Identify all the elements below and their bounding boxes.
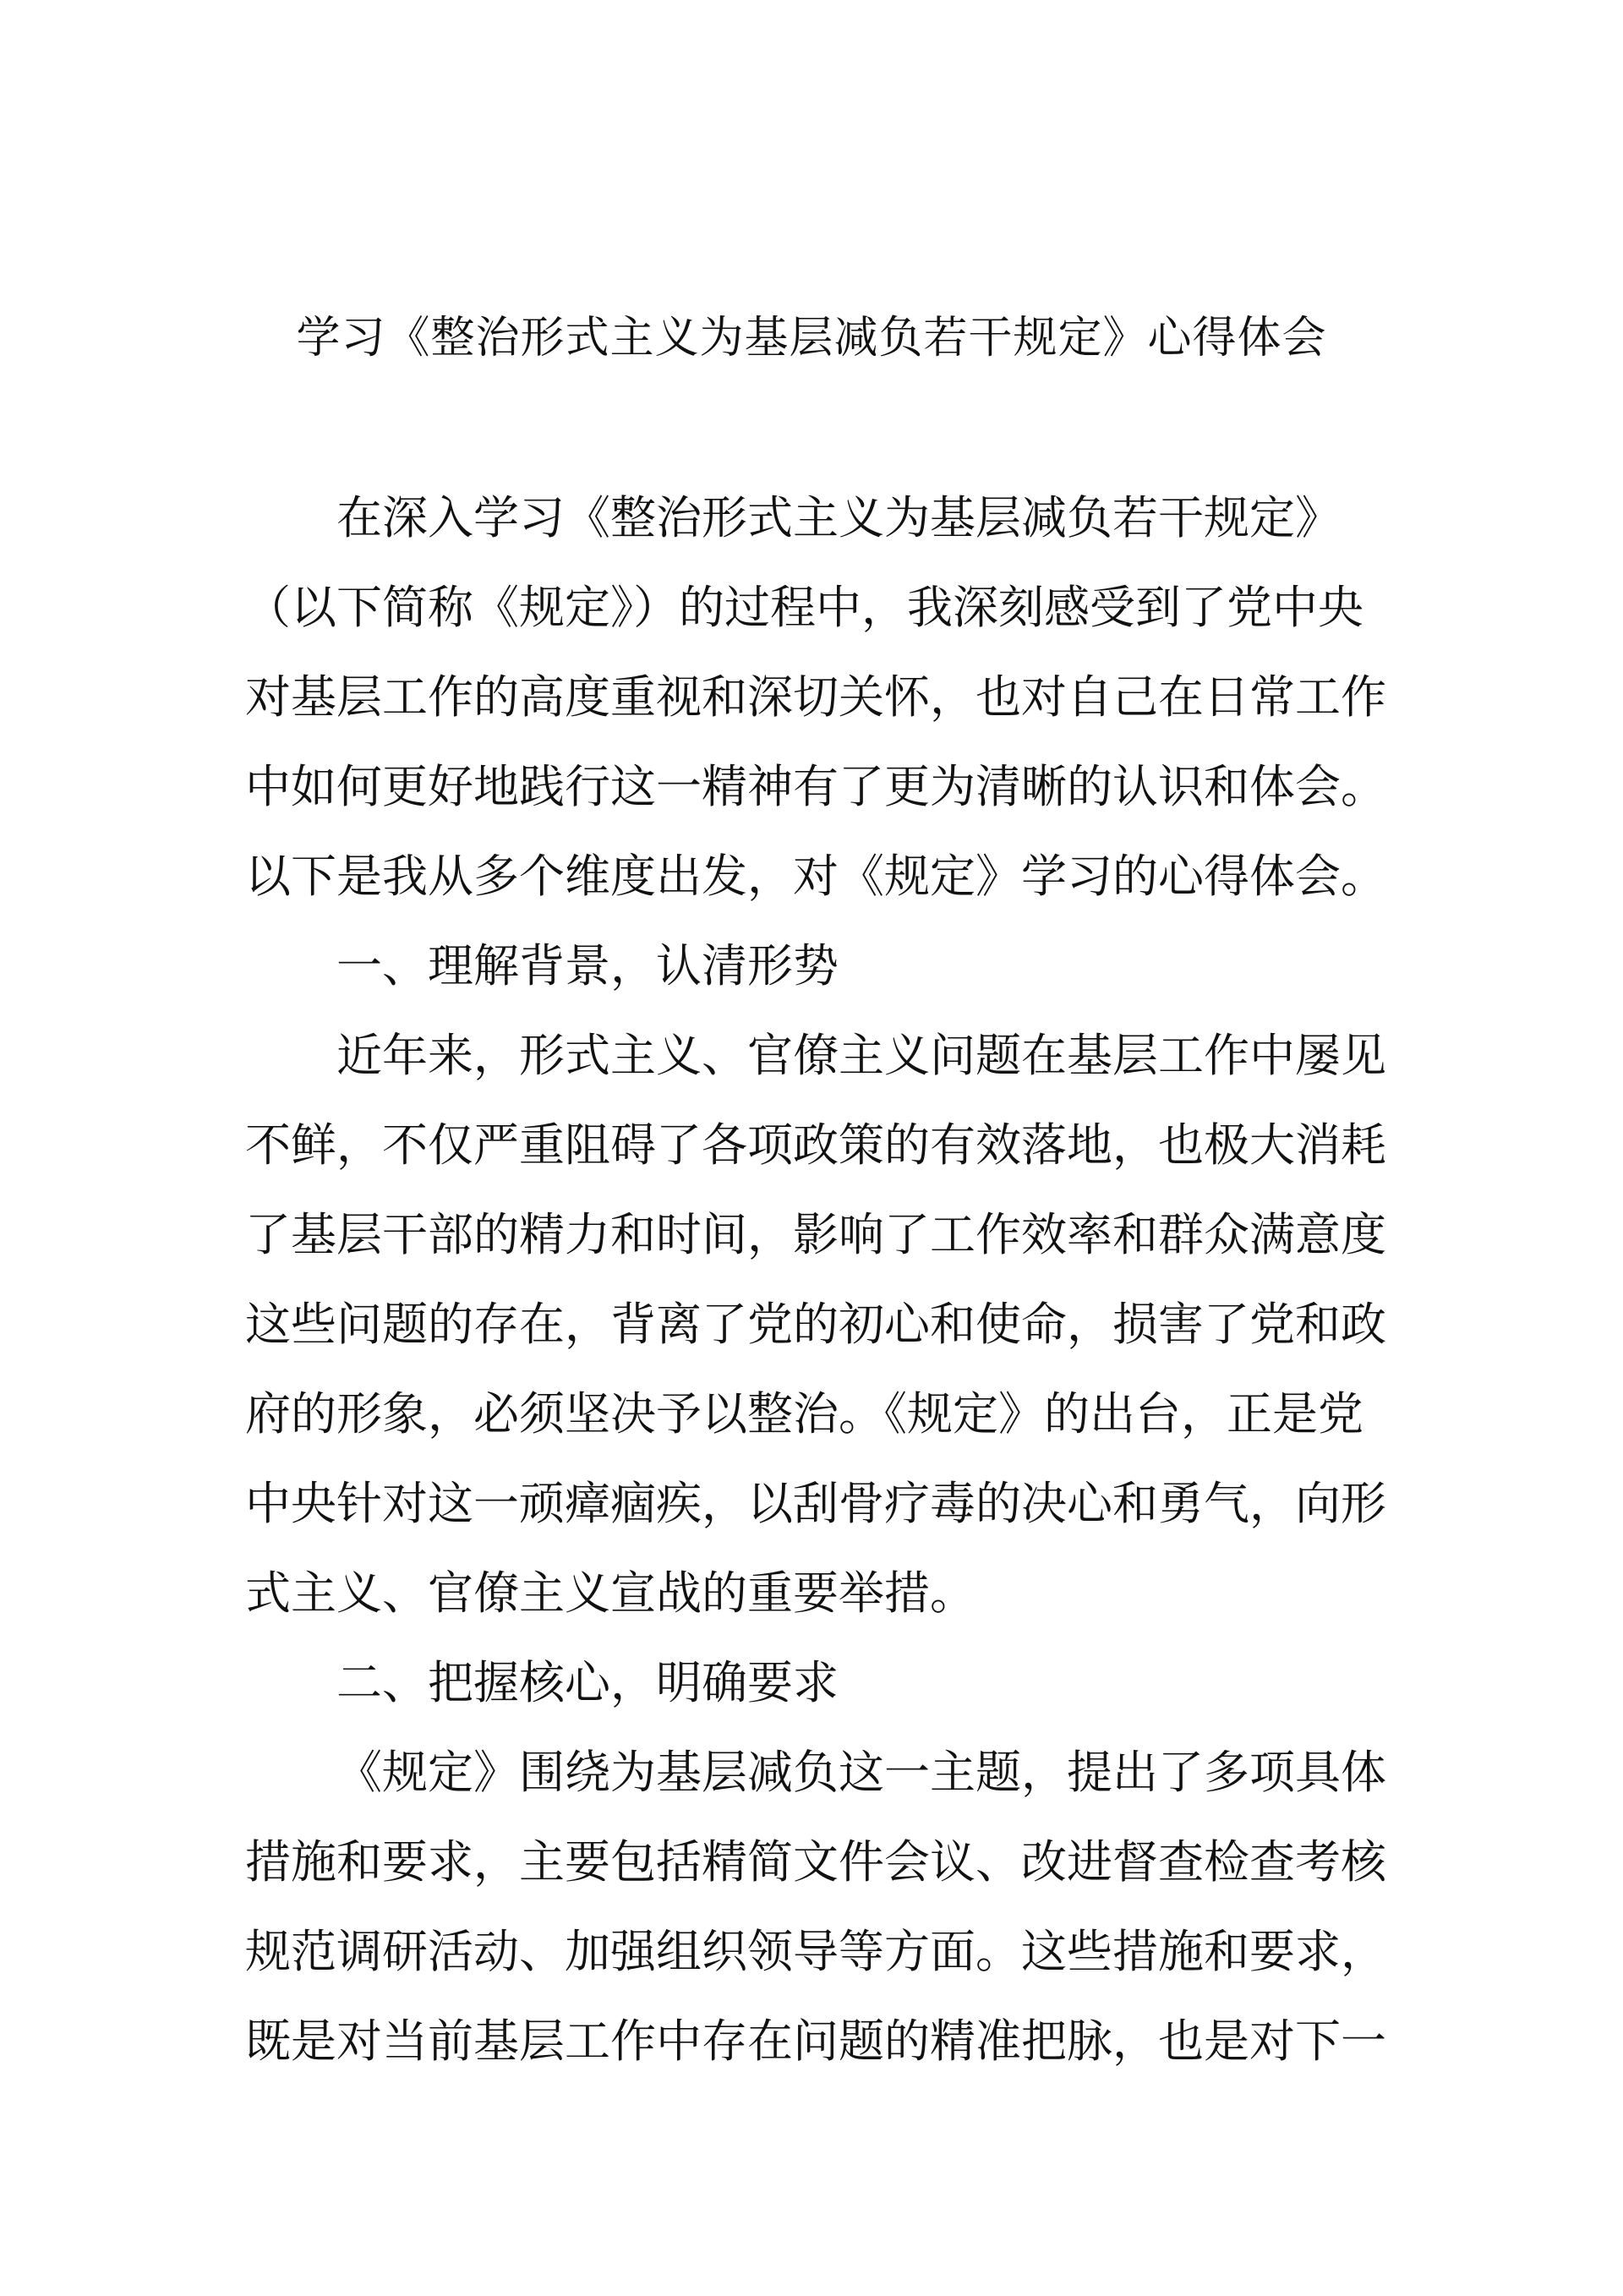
text-line: 不鲜，不仅严重阻碍了各项政策的有效落地，也极大消耗 [245,1118,1386,1172]
document-title: 学习《整治形式主义为基层减负若干规定》心得体会 [296,313,1327,364]
text-line: 对基层工作的高度重视和深切关怀，也对自己在日常工作 [245,670,1386,724]
text-line: 规范调研活动、加强组织领导等方面。这些措施和要求， [245,1925,1386,1978]
section-heading: 二、把握核心，明确要求 [336,1656,839,1709]
text-line: （以下简称《规定》）的过程中，我深刻感受到了党中央 [245,581,1363,634]
text-line: 措施和要求，主要包括精简文件会议、改进督查检查考核 [245,1835,1386,1889]
text-line: 在深入学习《整治形式主义为基层减负若干规定》 [336,491,1341,544]
text-line: 这些问题的存在，背离了党的初心和使命，损害了党和政 [245,1298,1386,1351]
text-line: 既是对当前基层工作中存在问题的精准把脉，也是对下一 [245,2014,1386,2068]
text-line: 了基层干部的精力和时间，影响了工作效率和群众满意度 [245,1208,1386,1261]
text-line: 以下是我从多个维度出发，对《规定》学习的心得体会。 [245,850,1386,903]
section-heading: 一、理解背景，认清形势 [336,939,839,992]
text-line: 近年来，形式主义、官僚主义问题在基层工作中屡见 [336,1029,1386,1082]
text-line: 式主义、官僚主义宣战的重要举措。 [245,1566,975,1620]
text-line: 府的形象，必须坚决予以整治。《规定》的出台，正是党 [245,1387,1363,1440]
text-line: 《规定》围绕为基层减负这一主题，提出了多项具体 [336,1746,1386,1799]
text-line: 中如何更好地践行这一精神有了更为清晰的认识和体会。 [245,760,1386,813]
text-line: 中央针对这一顽瘴痼疾，以刮骨疗毒的决心和勇气，向形 [245,1477,1386,1530]
document-body [245,473,1386,2086]
